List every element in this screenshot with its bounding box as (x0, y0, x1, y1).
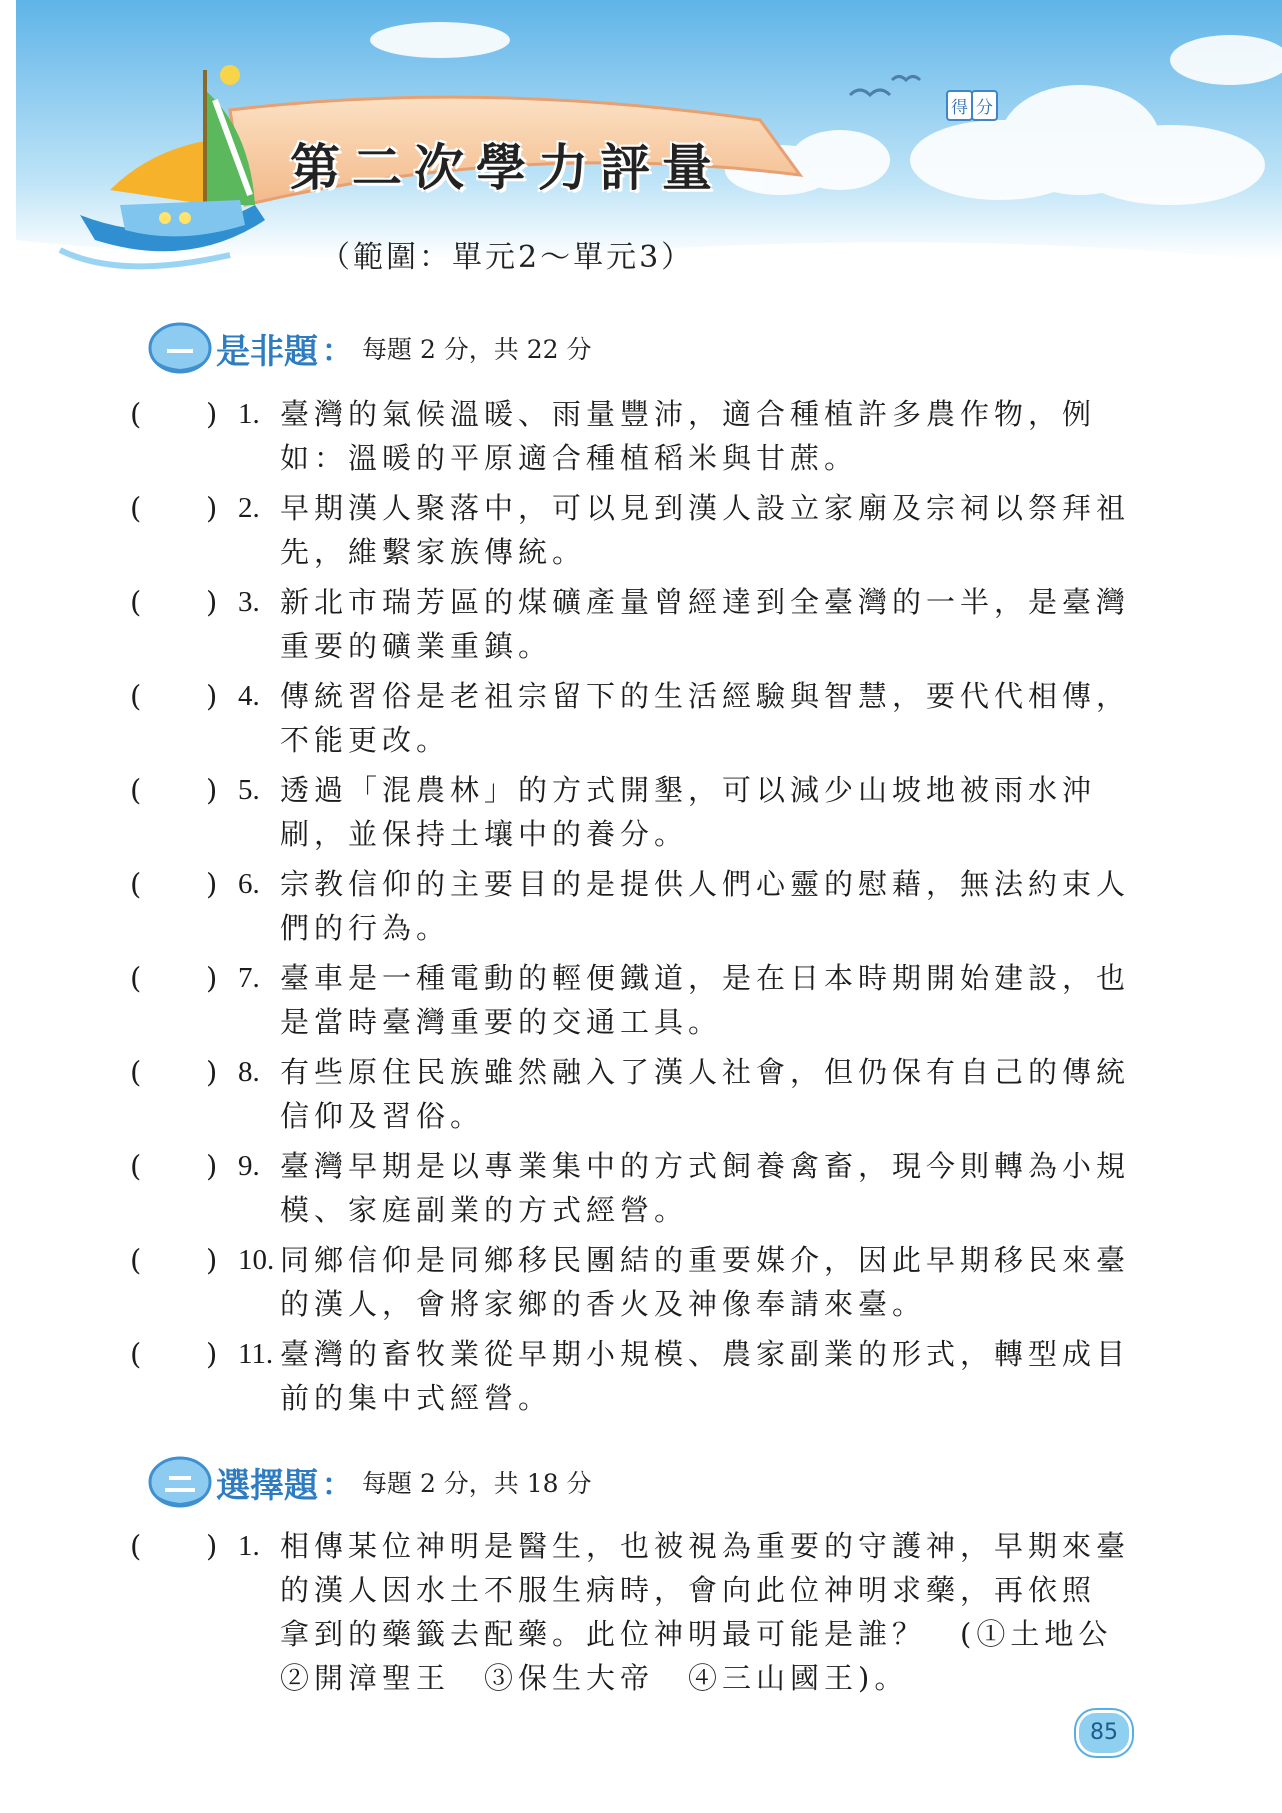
question-text (280, 1332, 1270, 1420)
section-1-header (140, 318, 592, 378)
question-text (280, 956, 1270, 1044)
question-text (280, 580, 1270, 668)
true-false-question (130, 1144, 1150, 1232)
section-2-note: 每題 2 分，共 18 分 (362, 1469, 592, 1498)
answer-paren-open[interactable]: ( (130, 1243, 142, 1277)
page-number: 85 (1076, 1710, 1132, 1756)
question-line: 新北市瑞芳區的煤礦產量曾經達到全臺灣的一半，是臺灣 (280, 585, 1131, 619)
answer-paren-open[interactable]: ( (130, 1337, 142, 1371)
header-banner (0, 0, 1282, 300)
question-line: 同鄉信仰是同鄉移民團結的重要媒介，因此早期移民來臺 (280, 1243, 1131, 1277)
question-line: 臺灣的畜牧業從早期小規模、農家副業的形式，轉型成目 (280, 1337, 1131, 1371)
question-line: 的漢人，會將家鄉的香火及神像奉請來臺。 (280, 1287, 927, 1321)
question-line: 的漢人因水土不服生病時，會向此位神明求藥，再依照 (280, 1573, 1097, 1607)
question-line: 們的行為。 (280, 911, 451, 945)
true-false-question (130, 1238, 1150, 1326)
answer-paren-close: ) (206, 1243, 218, 1277)
section-2-header (140, 1452, 592, 1512)
answer-paren-close: ) (206, 679, 218, 713)
choice-question (130, 1524, 1150, 1704)
score-label-2: 分 (971, 90, 998, 121)
question-number: 7. (238, 962, 260, 994)
question-number: 9. (238, 1150, 260, 1182)
question-text (280, 392, 1270, 480)
true-false-question (130, 674, 1150, 762)
answer-paren-open[interactable]: ( (130, 773, 142, 807)
question-line: 透過「混農林」的方式開墾，可以減少山坡地被雨水沖 (280, 773, 1097, 807)
answer-paren-open[interactable]: ( (130, 867, 142, 901)
question-number: 4. (238, 680, 260, 712)
section-2-colon: ： (322, 1468, 352, 1503)
question-number: 6. (238, 868, 260, 900)
question-text (280, 768, 1270, 856)
question-number: 8. (238, 1056, 260, 1088)
question-line: 早期漢人聚落中，可以見到漢人設立家廟及宗祠以祭拜祖 (280, 491, 1131, 525)
answer-paren-close: ) (206, 773, 218, 807)
question-line: 有些原住民族雖然融入了漢人社會，但仍保有自己的傳統 (280, 1055, 1131, 1089)
question-text (280, 862, 1270, 950)
question-number: 1. (238, 1530, 260, 1562)
true-false-question (130, 956, 1150, 1044)
question-line: 是當時臺灣重要的交通工具。 (280, 1005, 723, 1039)
answer-paren-open[interactable]: ( (130, 397, 142, 431)
question-line: 刷，並保持土壤中的養分。 (280, 817, 689, 851)
page-title: 第二次學力評量 (290, 139, 724, 197)
question-line: 臺車是一種電動的輕便鐵道，是在日本時期開始建設，也 (280, 961, 1131, 995)
answer-paren-close: ) (206, 1149, 218, 1183)
section-1-colon: ： (322, 334, 352, 369)
question-line: 傳統習俗是老祖宗留下的生活經驗與智慧，要代代相傳， (280, 679, 1131, 713)
question-text (280, 1238, 1270, 1326)
question-line: 重要的礦業重鎮。 (280, 629, 553, 663)
answer-paren-open[interactable]: ( (130, 961, 142, 995)
true-false-question (130, 1332, 1150, 1420)
question-number: 1. (238, 398, 260, 430)
true-false-question (130, 768, 1150, 856)
question-line: 相傳某位神明是醫生，也被視為重要的守護神，早期來臺 (280, 1529, 1131, 1563)
true-false-question (130, 392, 1150, 480)
question-line: 信仰及習俗。 (280, 1099, 485, 1133)
section-2-title: 選擇題 (216, 1465, 318, 1506)
section-1-title: 是非題 (216, 331, 318, 372)
range-subtitle: （範圍：單元2～單元3） (320, 240, 695, 275)
answer-paren-open[interactable]: ( (130, 585, 142, 619)
shell-icon (140, 1452, 214, 1512)
score-badge (946, 90, 996, 121)
question-line: ②開漳聖王 ③保生大帝 ④三山國王)。 (280, 1661, 909, 1695)
answer-paren-open[interactable]: ( (130, 679, 142, 713)
answer-paren-close: ) (206, 961, 218, 995)
answer-paren-close: ) (206, 867, 218, 901)
true-false-question (130, 862, 1150, 950)
answer-paren-close: ) (206, 397, 218, 431)
answer-paren-open[interactable]: ( (130, 1529, 142, 1563)
question-line: 拿到的藥籤去配藥。此位神明最可能是誰？ (①土地公 (280, 1617, 1113, 1651)
question-text (280, 1050, 1270, 1138)
shell-icon (140, 318, 214, 378)
true-false-question (130, 1050, 1150, 1138)
question-line: 臺灣早期是以專業集中的方式飼養禽畜，現今則轉為小規 (280, 1149, 1131, 1183)
score-label-1: 得 (946, 90, 973, 121)
true-false-question (130, 580, 1150, 668)
true-false-question (130, 486, 1150, 574)
answer-paren-open[interactable]: ( (130, 491, 142, 525)
answer-paren-close: ) (206, 1529, 218, 1563)
question-line: 前的集中式經營。 (280, 1381, 553, 1415)
question-line: 臺灣的氣候溫暖、雨量豐沛，適合種植許多農作物，例 (280, 397, 1097, 431)
question-line: 不能更改。 (280, 723, 451, 757)
question-line: 模、家庭副業的方式經營。 (280, 1193, 689, 1227)
answer-paren-open[interactable]: ( (130, 1149, 142, 1183)
question-text (280, 1144, 1270, 1232)
question-text (280, 1524, 1270, 1700)
question-text (280, 674, 1270, 762)
answer-paren-close: ) (206, 1337, 218, 1371)
question-text (280, 486, 1270, 574)
question-line: 先，維繫家族傳統。 (280, 535, 587, 569)
question-number: 3. (238, 586, 260, 618)
question-number: 5. (238, 774, 260, 806)
question-number: 10. (238, 1244, 275, 1276)
answer-paren-open[interactable]: ( (130, 1055, 142, 1089)
answer-paren-close: ) (206, 1055, 218, 1089)
answer-paren-close: ) (206, 491, 218, 525)
question-line: 如：溫暖的平原適合種植稻米與甘蔗。 (280, 441, 859, 475)
section-1-note: 每題 2 分，共 22 分 (362, 335, 592, 364)
question-number: 11. (238, 1338, 274, 1370)
question-line: 宗教信仰的主要目的是提供人們心靈的慰藉，無法約束人 (280, 867, 1131, 901)
answer-paren-close: ) (206, 585, 218, 619)
question-number: 2. (238, 492, 260, 524)
